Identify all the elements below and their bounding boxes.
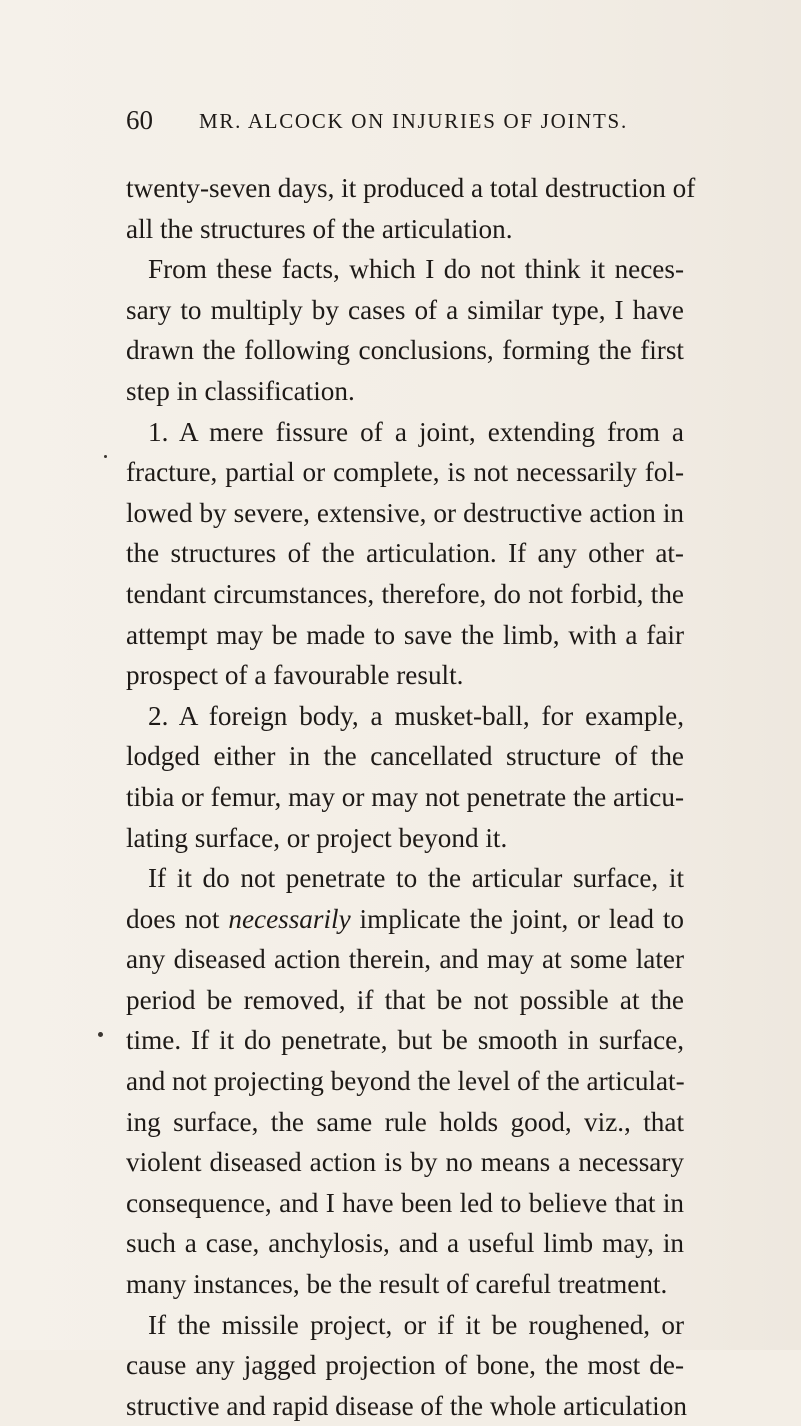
text-line: attempt may be made to save the limb, with a fair	[126, 619, 684, 650]
text-line-emphasis	[126, 899, 684, 940]
body-text	[126, 168, 696, 1426]
text-line: many instances, be the result of careful treatment.	[126, 1269, 668, 1300]
text-line: fracture, partial or complete, is not necessarily fol-	[126, 457, 684, 488]
text-line: tendant circumstances, therefore, do not forbid, the	[126, 578, 684, 609]
text-line: If the missile project, or if it be roughened, or	[148, 1309, 684, 1340]
text-line: ing surface, the same rule holds good, viz., that	[126, 1106, 684, 1137]
text-line: such a case, anchylosis, and a useful limb may, in	[126, 1228, 684, 1259]
text-line: and not projecting beyond the level of the articulat-	[126, 1066, 685, 1097]
text-line: drawn the following conclusions, forming the first	[126, 335, 684, 366]
text-line: tibia or femur, may or may not penetrate the articu-	[126, 781, 684, 812]
text-line: lowed by severe, extensive, or destructive action in	[126, 497, 684, 528]
text-line: prospect of a favourable result.	[126, 660, 464, 691]
text-line: step in classification.	[126, 375, 355, 406]
text-line: period be removed, if that be not possible at the	[126, 984, 684, 1015]
text-run: does not	[126, 903, 229, 934]
text-line: cause any jagged projection of bone, the most de-	[126, 1350, 684, 1381]
text-line: all the structures of the articulation.	[126, 213, 513, 244]
text-line: structive and rapid disease of the whole articulation	[126, 1390, 687, 1421]
text-line: the structures of the articulation. If any other at-	[126, 538, 684, 569]
page-header	[126, 103, 666, 143]
text-line: 1. A mere fissure of a joint, extending from a	[148, 416, 684, 447]
text-line: 2. A foreign body, a musket-ball, for example,	[148, 700, 684, 731]
ink-speck	[98, 1032, 103, 1037]
text-line: lating surface, or project beyond it.	[126, 822, 508, 853]
text-line: violent diseased action is by no means a necessary	[126, 1147, 684, 1178]
text-line: From these facts, which I do not think it neces-	[148, 254, 684, 285]
text-line: any diseased action therein, and may at some later	[126, 944, 684, 975]
text-line: lodged either in the cancellated structure of the	[126, 741, 684, 772]
text-line: consequence, and I have been led to believe that in	[126, 1187, 684, 1218]
text-line: time. If it do penetrate, but be smooth in surface,	[126, 1025, 684, 1056]
text-run: implicate the joint, or lead to	[350, 903, 685, 934]
text-line: twenty-seven days, it produced a total destruction of	[126, 173, 696, 203]
page-number: 60	[126, 105, 153, 135]
text-line: sary to multiply by cases of a similar type, I have	[126, 294, 684, 325]
ink-speck	[104, 455, 107, 458]
running-title: MR. ALCOCK ON INJURIES OF JOINTS.	[199, 109, 628, 133]
italic-word: necessarily	[228, 903, 351, 934]
text-line: If it do not penetrate to the articular surface, it	[148, 863, 684, 894]
